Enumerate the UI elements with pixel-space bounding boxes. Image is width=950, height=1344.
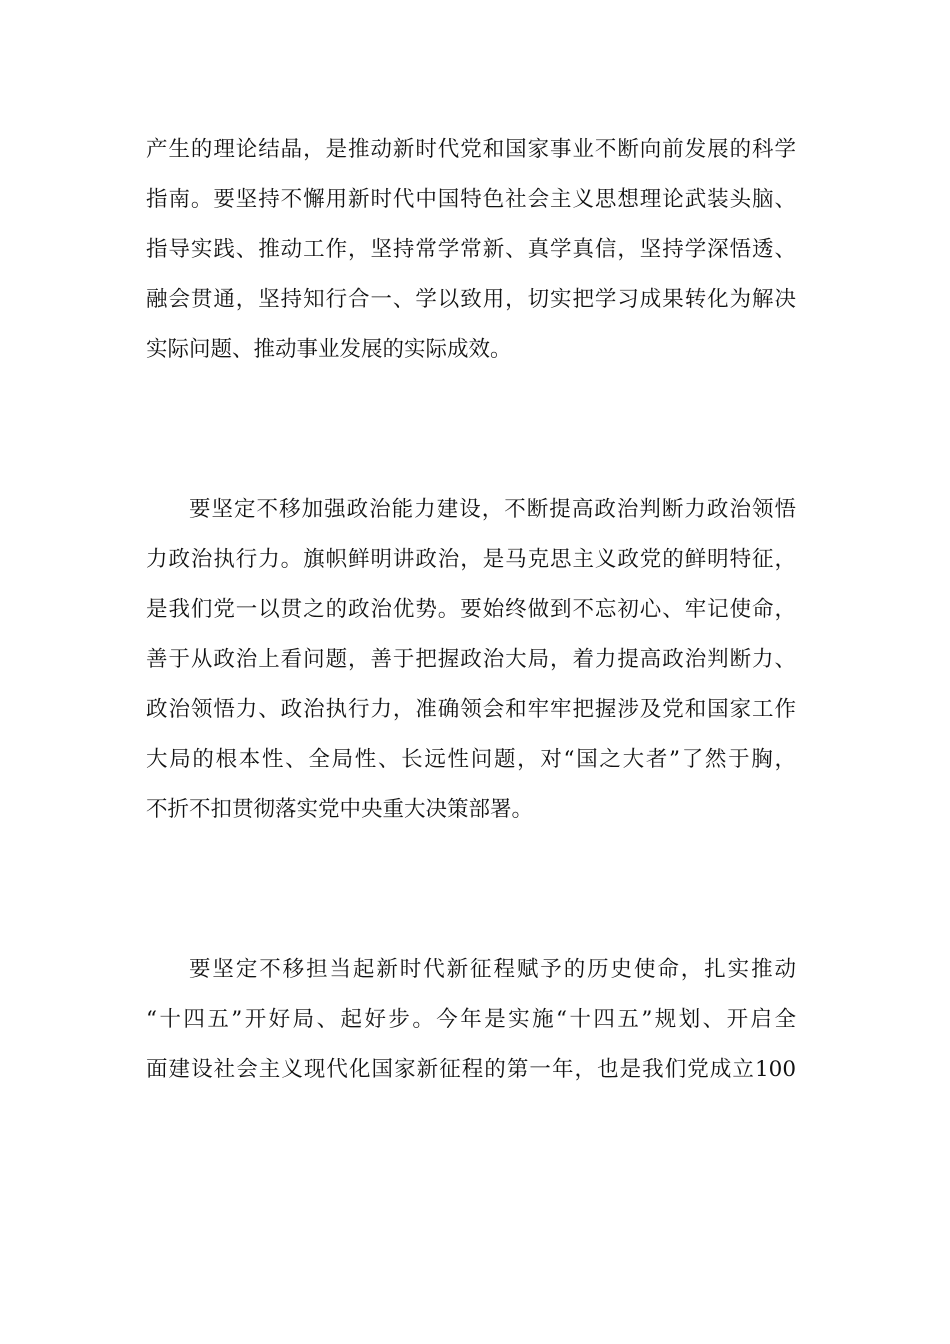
paragraph-first-line: 要坚定不移担当起新时代新征程赋予的历史使命，扎实推动 [189, 957, 796, 982]
text-line: 面建设社会主义现代化国家新征程的第一年，也是我们党成立100 [146, 1057, 796, 1082]
text-line: 指南。要坚持不懈用新时代中国特色社会主义思想理论武装头脑、 [146, 187, 796, 212]
text-line: 不折不扣贯彻落实党中央重大决策部署。 [146, 797, 534, 822]
text-line: 政治领悟力、政治执行力，准确领会和牢牢把握涉及党和国家工作 [146, 697, 796, 722]
text-line: 善于从政治上看问题，善于把握政治大局，着力提高政治判断力、 [146, 647, 796, 672]
text-line: 融会贯通，坚持知行合一、学以致用，切实把学习成果转化为解决 [146, 287, 796, 312]
text-line: 产生的理论结晶，是推动新时代党和国家事业不断向前发展的科学 [146, 137, 796, 162]
text-line: 指导实践、推动工作，坚持常学常新、真学真信，坚持学深悟透、 [146, 237, 796, 262]
paragraph-first-line: 要坚定不移加强政治能力建设，不断提高政治判断力政治领悟 [189, 497, 796, 522]
text-line: 力政治执行力。旗帜鲜明讲政治，是马克思主义政党的鲜明特征， [146, 547, 796, 572]
text-line: “十四五”开好局、起好步。今年是实施“十四五”规划、开启全 [146, 1007, 796, 1032]
text-line: 实际问题、推动事业发展的实际成效。 [146, 337, 512, 362]
text-line: 是我们党一以贯之的政治优势。要始终做到不忘初心、牢记使命， [146, 597, 796, 622]
text-line: 大局的根本性、全局性、长远性问题，对“国之大者”了然于胸， [146, 747, 796, 772]
